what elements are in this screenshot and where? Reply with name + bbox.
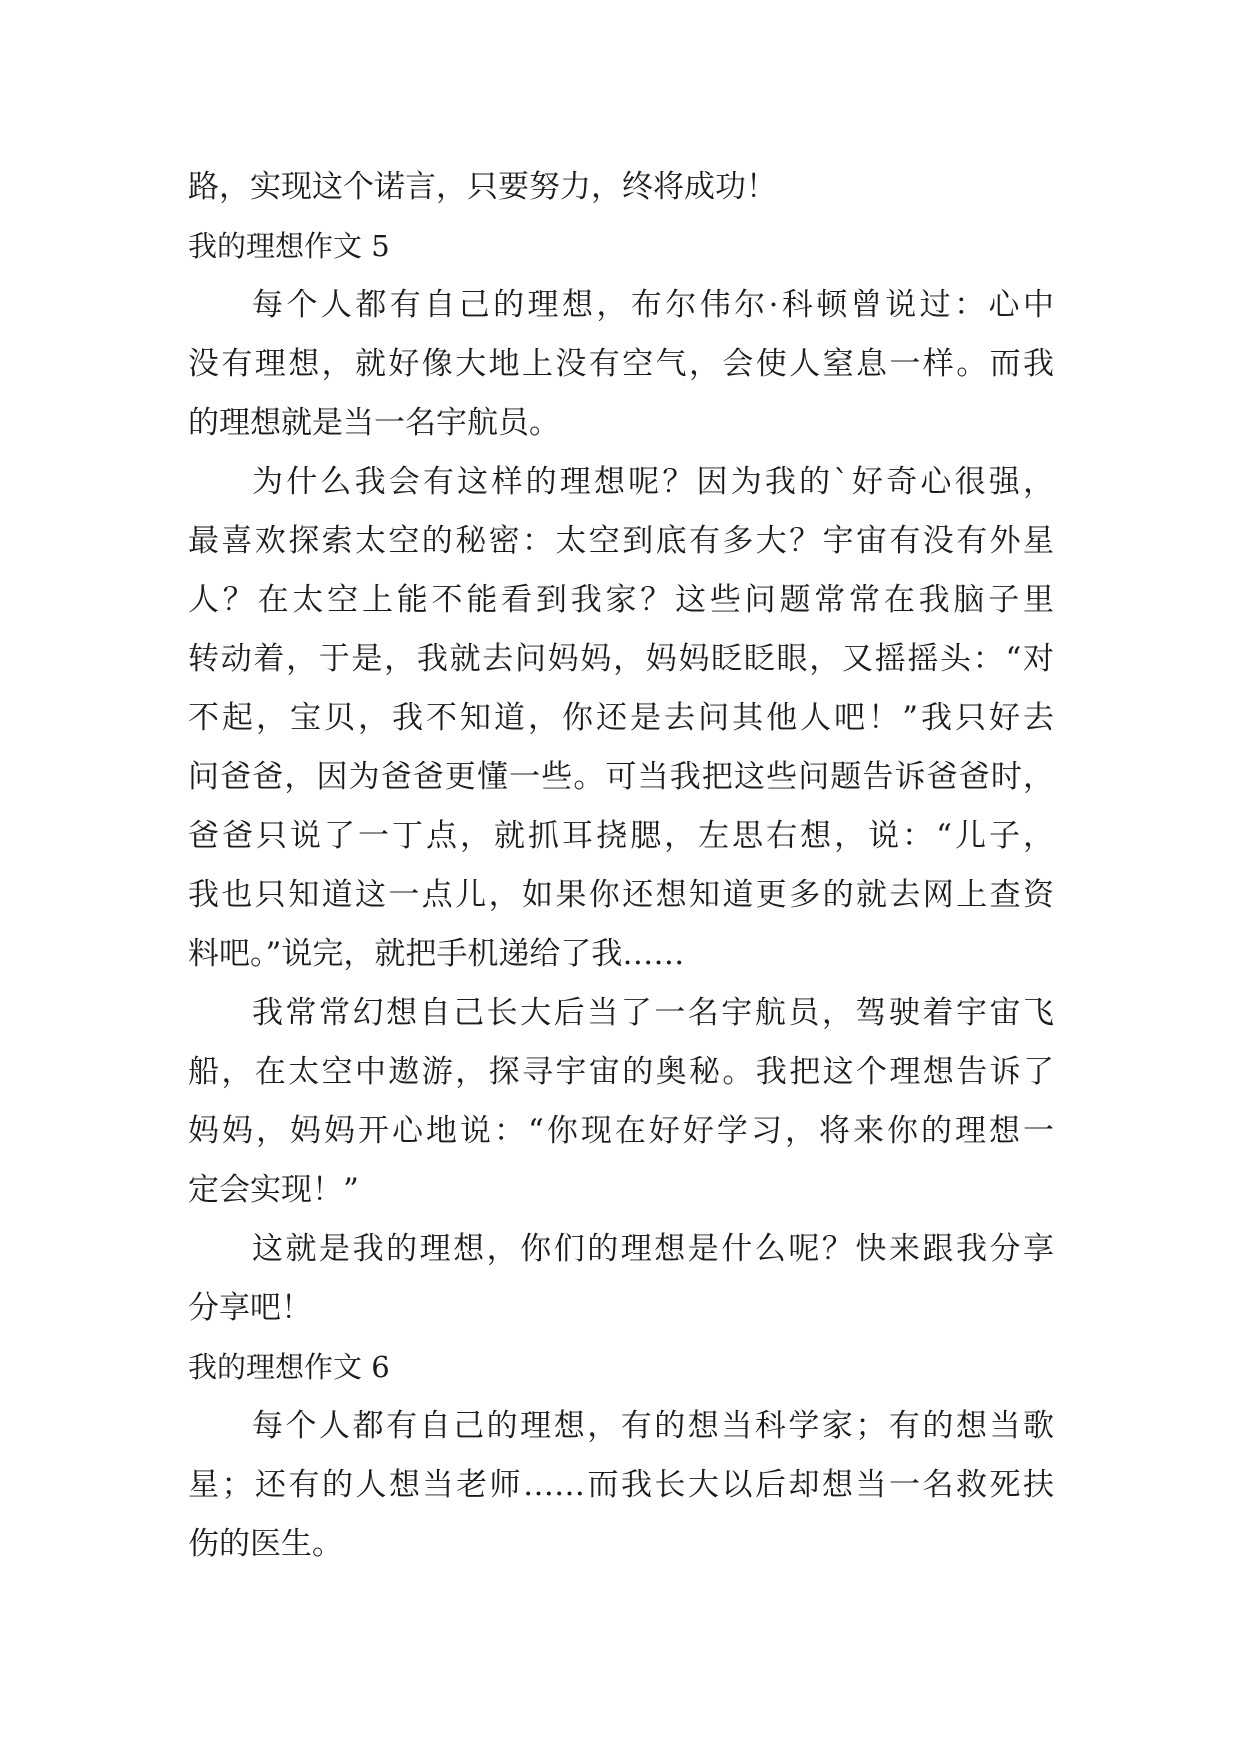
text-line: 这就是我的理想，你们的理想是什么呢？快来跟我分享 [252,1231,1054,1267]
section-heading [188,217,1054,276]
text-line: 为什么我会有这样的理想呢？因为我的`好奇心很强， [252,464,1054,500]
text-line: 转动着，于是，我就去问妈妈，妈妈眨眨眼，又摇摇头：“对 [188,641,1054,677]
text-line: 定会实现！” [188,1172,359,1208]
text-line: 人？在太空上能不能看到我家？这些问题常常在我脑子里 [188,582,1054,618]
text-line: 路，实现这个诺言，只要努力，终将成功！ [188,169,777,205]
text-line: 船，在太空中遨游，探寻宇宙的奥秘。我把这个理想告诉了 [188,1054,1054,1090]
text-line: 每个人都有自己的理想，有的想当科学家；有的想当歌 [252,1408,1054,1444]
paragraph [188,453,1054,984]
text-line: 我也只知道这一点儿，如果你还想知道更多的就去网上查资 [188,877,1054,913]
text-line: 我常常幻想自己长大后当了一名宇航员，驾驶着宇宙飞 [252,995,1054,1031]
text-line: 料吧。”说完，就把手机递给了我…… [188,936,685,972]
text-line: 的理想就是当一名宇航员。 [188,405,560,441]
text-line: 爸爸只说了一丁点，就抓耳挠腮，左思右想，说：“儿子， [188,818,1054,854]
paragraph [188,984,1054,1220]
text-line: 分享吧！ [188,1290,312,1326]
paragraph [188,1220,1054,1338]
text-line: 伤的医生。 [188,1526,343,1562]
heading-text: 我的理想作文 5 [188,229,390,263]
paragraph [188,1397,1054,1574]
document-page [188,158,1054,1574]
text-line: 星；还有的人想当老师……而我长大以后却想当一名救死扶 [188,1467,1054,1503]
text-line: 妈妈，妈妈开心地说：“你现在好好学习，将来你的理想一 [188,1113,1054,1149]
text-line: 最喜欢探索太空的秘密：太空到底有多大？宇宙有没有外星 [188,523,1054,559]
paragraph [188,276,1054,453]
text-line: 没有理想，就好像大地上没有空气，会使人窒息一样。而我 [188,346,1054,382]
text-line: 每个人都有自己的理想，布尔伟尔·科顿曾说过：心中 [252,287,1054,323]
text-line: 不起，宝贝，我不知道，你还是去问其他人吧！”我只好去 [188,700,1054,736]
paragraph [188,158,1054,217]
text-line: 问爸爸，因为爸爸更懂一些。可当我把这些问题告诉爸爸时， [188,759,1054,795]
heading-text: 我的理想作文 6 [188,1350,390,1384]
section-heading [188,1338,1054,1397]
